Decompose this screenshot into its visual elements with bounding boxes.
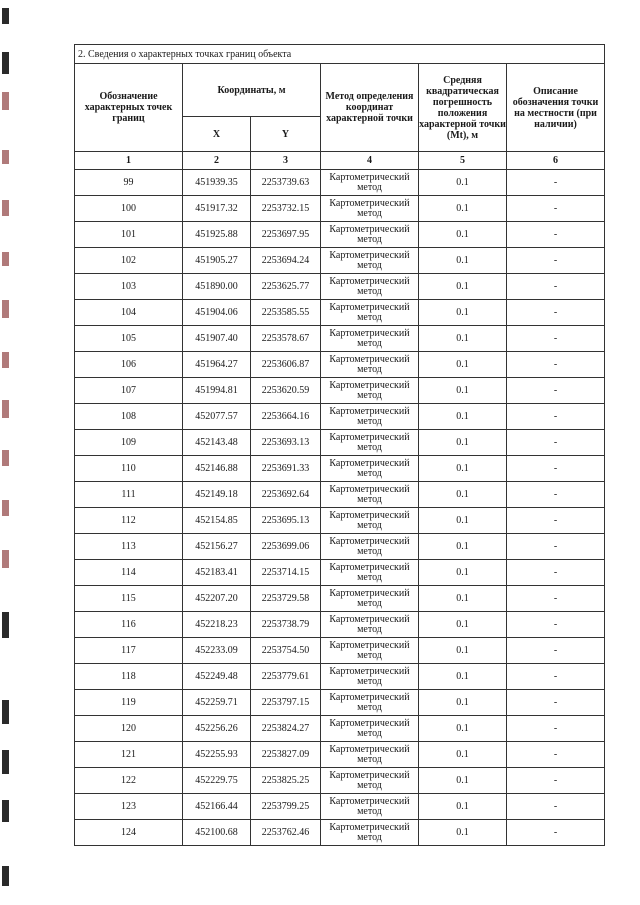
header-y: Y	[251, 117, 321, 152]
header-method: Метод определения координат характерной точки	[321, 64, 419, 152]
x-cell: 451964.27	[183, 352, 251, 378]
error-cell: 0.1	[419, 534, 507, 560]
method-line: метод	[357, 519, 382, 531]
binding-mark	[2, 200, 9, 216]
x-cell: 452259.71	[183, 690, 251, 716]
error-cell: 0.1	[419, 586, 507, 612]
description-cell: -	[507, 430, 605, 456]
x-cell: 452249.48	[183, 664, 251, 690]
y-cell: 2253797.15	[251, 690, 321, 716]
error-cell: 0.1	[419, 326, 507, 352]
method-cell	[321, 326, 419, 352]
point-cell: 110	[75, 456, 183, 482]
binding-mark	[2, 8, 9, 24]
error-cell: 0.1	[419, 300, 507, 326]
error-cell: 0.1	[419, 404, 507, 430]
method-cell	[321, 508, 419, 534]
x-cell: 451907.40	[183, 326, 251, 352]
method-line: метод	[357, 753, 382, 765]
x-cell: 451904.06	[183, 300, 251, 326]
method-cell	[321, 560, 419, 586]
method-line: Картометрический	[329, 327, 410, 339]
description-cell: -	[507, 326, 605, 352]
method-line: метод	[357, 675, 382, 687]
method-cell	[321, 352, 419, 378]
binding-mark	[2, 612, 9, 638]
point-cell: 120	[75, 716, 183, 742]
point-cell: 116	[75, 612, 183, 638]
method-cell	[321, 300, 419, 326]
table-row	[75, 716, 605, 742]
table-row	[75, 430, 605, 456]
method-cell	[321, 274, 419, 300]
description-cell: -	[507, 690, 605, 716]
y-cell: 2253620.59	[251, 378, 321, 404]
x-cell: 451917.32	[183, 196, 251, 222]
header-error: Средняя квадратическая погрешность положения характерной точки (Mt), м	[419, 64, 507, 152]
binding-mark	[2, 252, 9, 266]
y-cell: 2253754.50	[251, 638, 321, 664]
y-cell: 2253732.15	[251, 196, 321, 222]
x-cell: 452146.88	[183, 456, 251, 482]
method-line: метод	[357, 571, 382, 583]
point-cell: 114	[75, 560, 183, 586]
method-line: метод	[357, 181, 382, 193]
y-cell: 2253738.79	[251, 612, 321, 638]
method-line: Картометрический	[329, 275, 410, 287]
method-cell	[321, 222, 419, 248]
y-cell: 2253824.27	[251, 716, 321, 742]
method-cell	[321, 716, 419, 742]
description-cell: -	[507, 794, 605, 820]
y-cell: 2253697.95	[251, 222, 321, 248]
method-line: Картометрический	[329, 197, 410, 209]
y-cell: 2253693.13	[251, 430, 321, 456]
column-numbers-row	[75, 152, 605, 170]
description-cell: -	[507, 638, 605, 664]
binding-mark	[2, 300, 9, 318]
section-title: 2. Сведения о характерных точках границ объекта	[75, 45, 605, 64]
x-cell: 452143.48	[183, 430, 251, 456]
binding-mark	[2, 500, 9, 516]
point-cell: 118	[75, 664, 183, 690]
method-line: метод	[357, 363, 382, 375]
y-cell: 2253606.87	[251, 352, 321, 378]
y-cell: 2253729.58	[251, 586, 321, 612]
x-cell: 451939.35	[183, 170, 251, 196]
point-cell: 105	[75, 326, 183, 352]
x-cell: 452229.75	[183, 768, 251, 794]
point-cell: 104	[75, 300, 183, 326]
table-row	[75, 742, 605, 768]
error-cell: 0.1	[419, 820, 507, 846]
method-line: Картометрический	[329, 743, 410, 755]
description-cell: -	[507, 508, 605, 534]
error-cell: 0.1	[419, 742, 507, 768]
method-line: метод	[357, 259, 382, 271]
point-cell: 119	[75, 690, 183, 716]
y-cell: 2253695.13	[251, 508, 321, 534]
point-cell: 115	[75, 586, 183, 612]
header-point-name: Обозначение характерных точек границ	[75, 64, 183, 152]
point-cell: 112	[75, 508, 183, 534]
description-cell: -	[507, 196, 605, 222]
point-cell: 106	[75, 352, 183, 378]
x-cell: 452207.20	[183, 586, 251, 612]
header-description: Описание обозначения точки на местности (при наличии)	[507, 64, 605, 152]
table-row	[75, 326, 605, 352]
description-cell: -	[507, 482, 605, 508]
x-cell: 452218.23	[183, 612, 251, 638]
method-line: метод	[357, 285, 382, 297]
table-row	[75, 508, 605, 534]
binding-mark	[2, 400, 9, 418]
binding-mark	[2, 92, 9, 110]
method-cell	[321, 378, 419, 404]
method-cell	[321, 248, 419, 274]
column-number: 1	[75, 152, 183, 170]
binding-marks	[0, 0, 14, 905]
table-row	[75, 404, 605, 430]
x-cell: 452100.68	[183, 820, 251, 846]
description-cell: -	[507, 404, 605, 430]
method-cell	[321, 664, 419, 690]
method-cell	[321, 794, 419, 820]
table-row	[75, 300, 605, 326]
y-cell: 2253578.67	[251, 326, 321, 352]
y-cell: 2253779.61	[251, 664, 321, 690]
point-cell: 122	[75, 768, 183, 794]
error-cell: 0.1	[419, 274, 507, 300]
table-row	[75, 638, 605, 664]
point-cell: 99	[75, 170, 183, 196]
method-line: Картометрический	[329, 223, 410, 235]
binding-mark	[2, 52, 9, 74]
method-line: Картометрический	[329, 405, 410, 417]
method-line: метод	[357, 727, 382, 739]
x-cell: 452233.09	[183, 638, 251, 664]
description-cell: -	[507, 534, 605, 560]
y-cell: 2253762.46	[251, 820, 321, 846]
description-cell: -	[507, 170, 605, 196]
error-cell: 0.1	[419, 222, 507, 248]
point-cell: 124	[75, 820, 183, 846]
binding-mark	[2, 866, 9, 886]
method-line: Картометрический	[329, 457, 410, 469]
method-line: Картометрический	[329, 587, 410, 599]
error-cell: 0.1	[419, 690, 507, 716]
binding-mark	[2, 550, 9, 568]
method-line: Картометрический	[329, 509, 410, 521]
method-line: Картометрический	[329, 665, 410, 677]
method-line: метод	[357, 467, 382, 479]
method-line: Картометрический	[329, 379, 410, 391]
error-cell: 0.1	[419, 352, 507, 378]
method-cell	[321, 586, 419, 612]
method-cell	[321, 170, 419, 196]
table-row	[75, 482, 605, 508]
x-cell: 452156.27	[183, 534, 251, 560]
description-cell: -	[507, 248, 605, 274]
description-cell: -	[507, 612, 605, 638]
point-cell: 113	[75, 534, 183, 560]
method-line: Картометрический	[329, 483, 410, 495]
y-cell: 2253739.63	[251, 170, 321, 196]
document-sheet	[74, 44, 604, 846]
binding-mark	[2, 750, 9, 774]
method-line: метод	[357, 441, 382, 453]
method-line: метод	[357, 207, 382, 219]
error-cell: 0.1	[419, 768, 507, 794]
table-row	[75, 768, 605, 794]
description-cell: -	[507, 274, 605, 300]
error-cell: 0.1	[419, 508, 507, 534]
method-line: метод	[357, 389, 382, 401]
method-line: метод	[357, 623, 382, 635]
point-cell: 109	[75, 430, 183, 456]
point-cell: 102	[75, 248, 183, 274]
point-cell: 123	[75, 794, 183, 820]
error-cell: 0.1	[419, 664, 507, 690]
binding-mark	[2, 352, 9, 368]
method-line: Картометрический	[329, 639, 410, 651]
error-cell: 0.1	[419, 560, 507, 586]
description-cell: -	[507, 300, 605, 326]
y-cell: 2253625.77	[251, 274, 321, 300]
table-row	[75, 690, 605, 716]
method-cell	[321, 404, 419, 430]
column-number: 6	[507, 152, 605, 170]
y-cell: 2253825.25	[251, 768, 321, 794]
table-row	[75, 222, 605, 248]
point-cell: 121	[75, 742, 183, 768]
description-cell: -	[507, 378, 605, 404]
method-cell	[321, 534, 419, 560]
method-line: метод	[357, 233, 382, 245]
y-cell: 2253827.09	[251, 742, 321, 768]
table-row	[75, 794, 605, 820]
column-number: 5	[419, 152, 507, 170]
column-number: 4	[321, 152, 419, 170]
description-cell: -	[507, 664, 605, 690]
error-cell: 0.1	[419, 378, 507, 404]
y-cell: 2253664.16	[251, 404, 321, 430]
binding-mark	[2, 450, 9, 466]
error-cell: 0.1	[419, 612, 507, 638]
column-number: 3	[251, 152, 321, 170]
method-line: Картометрический	[329, 795, 410, 807]
y-cell: 2253714.15	[251, 560, 321, 586]
y-cell: 2253691.33	[251, 456, 321, 482]
description-cell: -	[507, 742, 605, 768]
method-cell	[321, 612, 419, 638]
binding-mark	[2, 150, 9, 164]
table-row	[75, 456, 605, 482]
method-cell	[321, 638, 419, 664]
x-cell: 451905.27	[183, 248, 251, 274]
x-cell: 452077.57	[183, 404, 251, 430]
table-row	[75, 274, 605, 300]
table-row	[75, 820, 605, 846]
description-cell: -	[507, 716, 605, 742]
point-cell: 103	[75, 274, 183, 300]
method-line: Картометрический	[329, 535, 410, 547]
method-line: метод	[357, 493, 382, 505]
method-line: Картометрический	[329, 769, 410, 781]
table-row	[75, 352, 605, 378]
x-cell: 452149.18	[183, 482, 251, 508]
table-row	[75, 664, 605, 690]
x-cell: 452183.41	[183, 560, 251, 586]
method-line: Картометрический	[329, 301, 410, 313]
point-cell: 111	[75, 482, 183, 508]
header-x: X	[183, 117, 251, 152]
method-line: метод	[357, 545, 382, 557]
x-cell: 451994.81	[183, 378, 251, 404]
method-line: Картометрический	[329, 249, 410, 261]
description-cell: -	[507, 586, 605, 612]
y-cell: 2253694.24	[251, 248, 321, 274]
method-line: метод	[357, 597, 382, 609]
error-cell: 0.1	[419, 794, 507, 820]
point-cell: 101	[75, 222, 183, 248]
column-number: 2	[183, 152, 251, 170]
point-cell: 117	[75, 638, 183, 664]
header-coordinates: Координаты, м	[183, 64, 321, 117]
method-cell	[321, 768, 419, 794]
method-cell	[321, 820, 419, 846]
table-row	[75, 248, 605, 274]
method-cell	[321, 430, 419, 456]
x-cell: 452166.44	[183, 794, 251, 820]
x-cell: 452154.85	[183, 508, 251, 534]
method-line: Картометрический	[329, 353, 410, 365]
error-cell: 0.1	[419, 638, 507, 664]
point-cell: 108	[75, 404, 183, 430]
y-cell: 2253692.64	[251, 482, 321, 508]
boundary-points-table	[74, 44, 605, 846]
method-cell	[321, 690, 419, 716]
method-line: Картометрический	[329, 613, 410, 625]
method-cell	[321, 196, 419, 222]
method-line: Картометрический	[329, 717, 410, 729]
description-cell: -	[507, 456, 605, 482]
error-cell: 0.1	[419, 248, 507, 274]
description-cell: -	[507, 820, 605, 846]
table-row	[75, 170, 605, 196]
method-line: метод	[357, 779, 382, 791]
method-line: Картометрический	[329, 171, 410, 183]
method-line: Картометрический	[329, 821, 410, 833]
y-cell: 2253799.25	[251, 794, 321, 820]
method-line: Картометрический	[329, 561, 410, 573]
method-line: Картометрический	[329, 691, 410, 703]
description-cell: -	[507, 352, 605, 378]
table-row	[75, 378, 605, 404]
table-row	[75, 612, 605, 638]
error-cell: 0.1	[419, 430, 507, 456]
method-line: метод	[357, 649, 382, 661]
method-line: метод	[357, 337, 382, 349]
error-cell: 0.1	[419, 482, 507, 508]
description-cell: -	[507, 560, 605, 586]
table-row	[75, 560, 605, 586]
method-line: метод	[357, 415, 382, 427]
error-cell: 0.1	[419, 196, 507, 222]
method-line: метод	[357, 805, 382, 817]
y-cell: 2253585.55	[251, 300, 321, 326]
binding-mark	[2, 800, 9, 822]
method-cell	[321, 456, 419, 482]
table-row	[75, 196, 605, 222]
method-line: метод	[357, 701, 382, 713]
description-cell: -	[507, 768, 605, 794]
binding-mark	[2, 700, 9, 724]
table-row	[75, 534, 605, 560]
x-cell: 451925.88	[183, 222, 251, 248]
method-cell	[321, 742, 419, 768]
table-body	[75, 170, 605, 846]
x-cell: 451890.00	[183, 274, 251, 300]
y-cell: 2253699.06	[251, 534, 321, 560]
description-cell: -	[507, 222, 605, 248]
method-cell	[321, 482, 419, 508]
x-cell: 452255.93	[183, 742, 251, 768]
point-cell: 100	[75, 196, 183, 222]
error-cell: 0.1	[419, 456, 507, 482]
method-line: Картометрический	[329, 431, 410, 443]
table-row	[75, 586, 605, 612]
method-line: метод	[357, 311, 382, 323]
error-cell: 0.1	[419, 716, 507, 742]
method-line: метод	[357, 831, 382, 843]
x-cell: 452256.26	[183, 716, 251, 742]
error-cell: 0.1	[419, 170, 507, 196]
point-cell: 107	[75, 378, 183, 404]
